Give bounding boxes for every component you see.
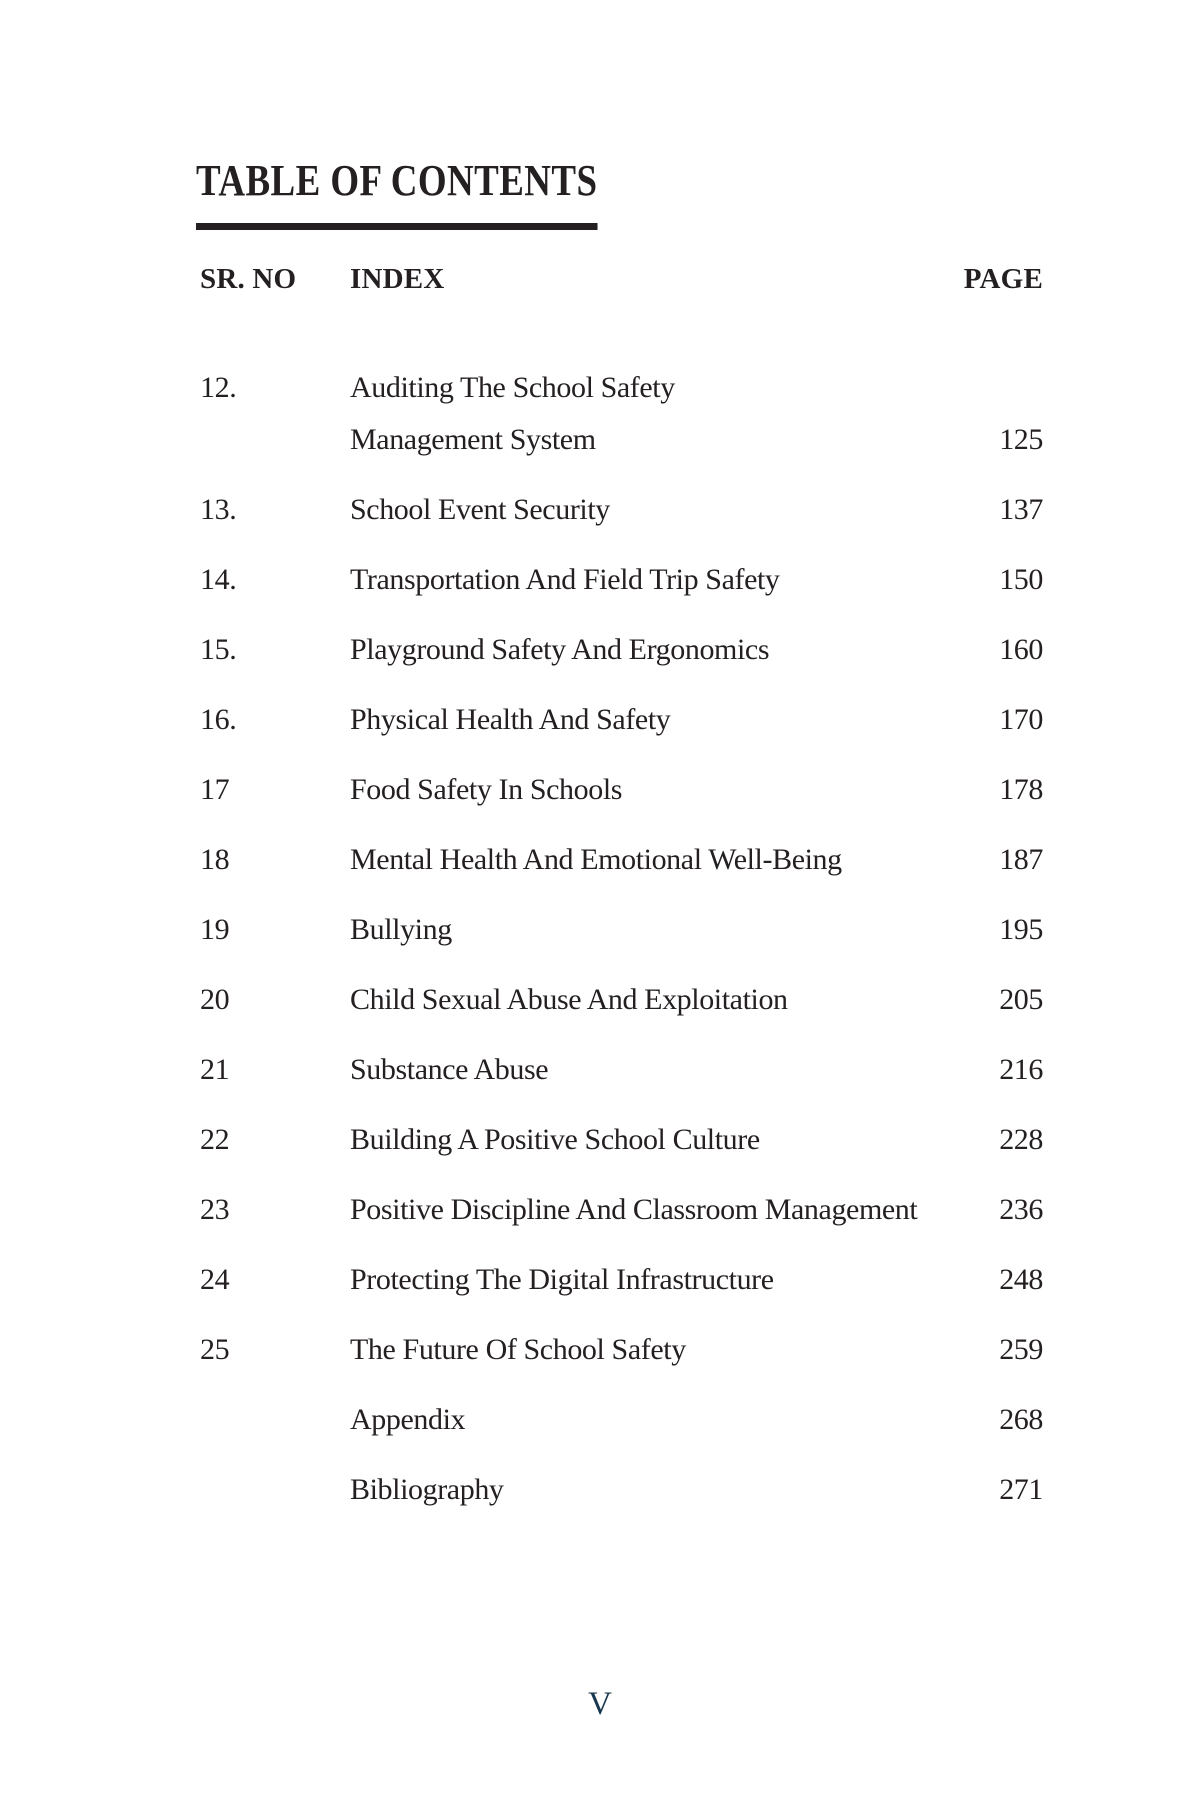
toc-entry-title: Playground Safety And Ergonomics — [350, 633, 770, 666]
page-title: TABLE OF CONTENTS — [196, 159, 597, 230]
toc-row — [200, 1254, 1043, 1306]
toc-row-number: 17 — [200, 773, 230, 806]
toc-row — [200, 904, 1043, 956]
toc-row — [200, 694, 1043, 746]
toc-entry-title: Food Safety In Schools — [350, 773, 623, 806]
toc-row-number: 14. — [200, 563, 237, 596]
toc-page-number: 160 — [999, 633, 1043, 666]
toc-page-number: 205 — [999, 983, 1043, 1016]
toc-entry-title-line1: Auditing The School Safety — [350, 371, 675, 404]
toc-page-number: 125 — [999, 423, 1043, 456]
toc-page-number: 137 — [999, 493, 1043, 526]
toc-page-number: 178 — [999, 773, 1043, 806]
toc-row — [200, 484, 1043, 536]
column-header-index: INDEX — [350, 263, 445, 295]
toc-entry-title: Bibliography — [350, 1473, 504, 1506]
toc-row-number: 13. — [200, 493, 237, 526]
toc-row-number: 24 — [200, 1263, 230, 1296]
toc-page-number: 216 — [999, 1053, 1043, 1086]
toc-page-number: 236 — [999, 1193, 1043, 1226]
toc-row — [200, 554, 1043, 606]
toc-entry-title — [350, 362, 987, 466]
toc-row — [200, 764, 1043, 816]
toc-row — [200, 1044, 1043, 1096]
toc-row — [200, 1114, 1043, 1166]
toc-row-number: 23 — [200, 1193, 230, 1226]
toc-entry-title: Appendix — [350, 1403, 466, 1436]
toc-row — [200, 624, 1043, 676]
toc-column-headers — [200, 263, 1043, 296]
toc-page-number: 170 — [999, 703, 1043, 736]
toc-row — [200, 974, 1043, 1026]
toc-entry-title: Physical Health And Safety — [350, 703, 671, 736]
toc-page-number: 150 — [999, 563, 1043, 596]
toc-row-number: 18 — [200, 843, 230, 876]
toc-page-number: 228 — [999, 1123, 1043, 1156]
toc-entry-title: The Future Of School Safety — [350, 1333, 686, 1366]
column-header-page: PAGE — [963, 263, 1043, 295]
column-header-srno: SR. NO — [200, 263, 297, 295]
toc-row-number: 19 — [200, 913, 230, 946]
toc-row-number: 25 — [200, 1333, 230, 1366]
toc-row — [200, 1394, 1043, 1446]
toc-entry-title: Positive Discipline And Classroom Management — [350, 1193, 918, 1226]
toc-page-number: 271 — [999, 1473, 1043, 1506]
toc-entry-title-line2: Management System — [350, 423, 596, 456]
toc-page-number: 187 — [999, 843, 1043, 876]
toc-row-number: 20 — [200, 983, 230, 1016]
toc-row — [200, 1464, 1043, 1516]
toc-entry-title: Mental Health And Emotional Well-Being — [350, 843, 842, 876]
toc-page-number: 195 — [999, 913, 1043, 946]
toc-entry-title: Building A Positive School Culture — [350, 1123, 760, 1156]
toc-page-number: 248 — [999, 1263, 1043, 1296]
toc-row — [200, 1324, 1043, 1376]
toc-entry-title: School Event Security — [350, 493, 610, 526]
toc-entries — [200, 362, 1043, 1534]
toc-entry-title: Transportation And Field Trip Safety — [350, 563, 780, 596]
toc-row-number: 16. — [200, 703, 237, 736]
toc-entry-title: Child Sexual Abuse And Exploitation — [350, 983, 788, 1016]
toc-row-number: 15. — [200, 633, 237, 666]
toc-page-number: 268 — [999, 1403, 1043, 1436]
folio-page-number: V — [588, 1686, 612, 1722]
toc-row — [200, 1184, 1043, 1236]
toc-entry-title: Protecting The Digital Infrastructure — [350, 1263, 774, 1296]
toc-entry-title: Bullying — [350, 913, 452, 946]
toc-row — [200, 362, 1043, 466]
toc-row-number: 21 — [200, 1053, 230, 1086]
toc-row-number: 12. — [200, 371, 237, 404]
toc-row-number: 22 — [200, 1123, 230, 1156]
toc-entry-title: Substance Abuse — [350, 1053, 549, 1086]
toc-row — [200, 834, 1043, 886]
toc-page-number: 259 — [999, 1333, 1043, 1366]
